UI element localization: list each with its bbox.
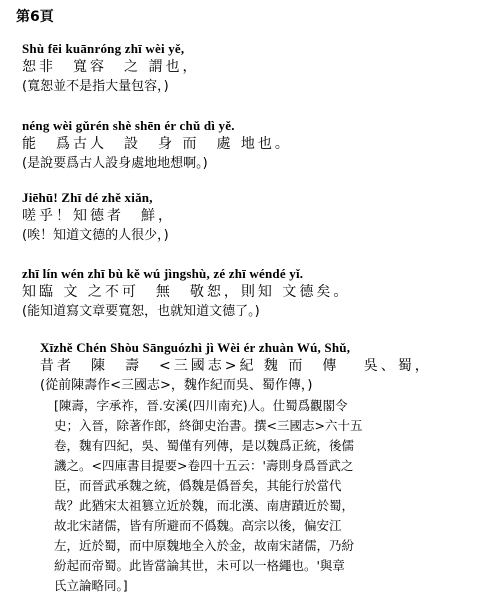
passage-entry-1 <box>22 40 492 97</box>
passage-entry-2 <box>22 117 492 174</box>
translation-line: (寬恕並不是指大量包容，) <box>22 79 169 94</box>
chinese-line: 能 爲古人 設 身 而 處 地也。 <box>22 136 292 152</box>
pinyin-line: Shù fēi kuānróng zhī wèi yě, <box>22 41 185 56</box>
passage-entry-3 <box>22 189 492 246</box>
note-line: 左，近於蜀，而中原魏地全入於金，故南宋諸儒，乃紛 <box>54 538 355 553</box>
note-line: 氏立論略同。] <box>54 578 128 593</box>
translation-line: (能知道寫文章要寬恕，也就知道文德了。) <box>22 304 260 319</box>
passage-entry-4 <box>22 265 492 322</box>
translation-line: (唉！知道文德的人很少，) <box>22 228 169 243</box>
pinyin-line: Jiēhū! Zhī dé zhě xiǎn, <box>22 190 153 205</box>
note-line: 紛起而帝蜀。此皆當論其世，未可以一格繩也。'與章 <box>54 558 345 573</box>
note-line: [陳壽，字承祚，晉.安溪(四川南充)人。仕蜀爲觀閣令 <box>54 398 348 413</box>
annotation-note <box>40 396 492 596</box>
chinese-line: 昔者 陳 壽 <三國志>紀 魏 而 傳 吳、蜀， <box>40 358 432 374</box>
note-line: 哉？此猶宋太祖篡立近於魏，而北漢、南唐蹟近於蜀， <box>54 498 355 513</box>
translation-line: (從前陳壽作<三國志>，魏作紀而吳、蜀作傳，) <box>40 378 313 393</box>
translation-line: (是說要爲古人設身處地地想啊。) <box>22 156 208 171</box>
note-line: 故北宋諸儒，皆有所避而不僞魏。高宗以後，偏安江 <box>54 518 342 533</box>
note-line: 譏之。<四庫書目提要>卷四十五云：'壽則身爲晉武之 <box>54 458 354 473</box>
note-line: 臣，而晉武承魏之統，僞魏是僞晉矣，其能行於當代 <box>54 478 342 493</box>
chinese-line: 嗟乎！知德者 鮮， <box>22 208 175 224</box>
note-line: 史；入晉，除著作郎，終御史治書。撰<三國志>六十五 <box>54 418 363 433</box>
note-line: 卷，魏有四紀，吳、蜀僅有列傳，是以魏爲正統，後儒 <box>54 438 355 453</box>
pinyin-line: zhī lín wén zhī bù kě wú jìngshù, zé zhī wéndé yǐ. <box>22 266 304 281</box>
pinyin-line: Xīzhě Chén Shòu Sānguózhì jì Wèi ér zhuàn Wú, Shǔ, <box>40 340 351 355</box>
passage-entry-5 <box>40 339 492 596</box>
chinese-line: 恕非 寬容 之 謂也， <box>22 59 200 75</box>
pinyin-line: néng wèi gǔrén shè shēn ér chǔ dì yě. <box>22 118 235 133</box>
chinese-line: 知臨 文 之不可 無 敬恕，則知 文德矣。 <box>22 284 351 300</box>
page-label: 第6頁 <box>16 9 54 25</box>
